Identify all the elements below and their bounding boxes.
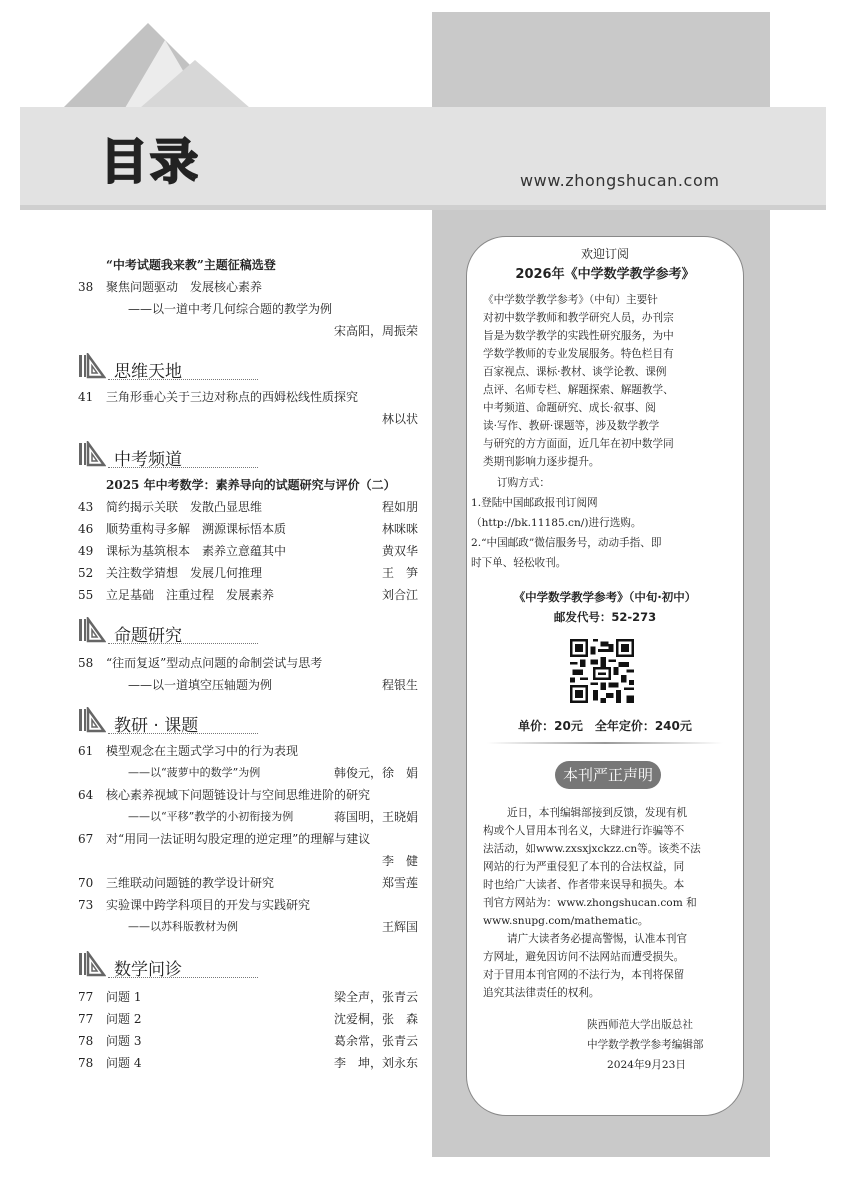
notice-line: www.snupg.com/mathematic。	[483, 915, 649, 927]
toc-entry[interactable]	[78, 743, 418, 759]
section-title: 思维天地	[114, 362, 182, 382]
set-square-icon	[78, 707, 106, 733]
order-line: 时下单、轻松收刊。	[471, 557, 567, 569]
entry-authors: 韩俊元，徐 娟	[333, 766, 418, 780]
page-number: 49	[78, 544, 94, 558]
entry-title: 顺势重构寻多解 溯源课标悟本质	[106, 522, 287, 536]
toc-entry[interactable]	[78, 1055, 418, 1071]
notice-line: 时也给广大读者、作者带来误导和损失。本	[483, 879, 685, 891]
order-heading: 订购方式：	[497, 477, 550, 489]
subscription-card	[466, 236, 744, 1116]
set-square-icon	[78, 353, 106, 379]
notice-line: 追究其法律责任的权利。	[483, 987, 600, 999]
entry-authors: 蒋国明，王晓娟	[333, 810, 418, 824]
section-title: 命题研究	[114, 626, 182, 646]
notice-line: 法活动，如www.zxsxjxckzz.cn等。该类不法	[483, 843, 701, 855]
entry-title: 三角形垂心关于三边对称点的西姆松线性质探究	[106, 390, 359, 404]
intro-line: 对初中数学教师和教学研究人员，办刊宗	[483, 312, 674, 324]
notice-line: 构或个人冒用本刊名义，大肆进行诈骗等不	[483, 825, 685, 837]
toc-entry[interactable]	[78, 897, 418, 913]
entry-title: “往而复返”型动点问题的命制尝试与思考	[106, 656, 323, 670]
entry-authors: 宋高阳，周振荣	[333, 324, 418, 338]
entry-title: 问题 3	[106, 1034, 142, 1048]
intro-line: 学数学教师的专业发展服务。特色栏目有	[483, 348, 674, 360]
intro-line: 《中学数学教学参考》（中旬）主要针	[483, 294, 658, 306]
card-divider	[487, 742, 723, 744]
toc-entry[interactable]	[78, 543, 418, 559]
section-header	[78, 705, 418, 735]
order-line: 2.“中国邮政”微信服务号，动动手指、即	[471, 537, 662, 549]
entry-title: 对“用同一法证明勾股定理的逆定理”的理解与建议	[106, 832, 371, 846]
website-url: www.zhongshucan.com	[520, 171, 720, 190]
section-divider	[108, 467, 258, 468]
section-subheading: 2025 年中考数学：素养导向的试题研究与评价（二）	[106, 478, 396, 492]
entry-title: 问题 1	[106, 990, 142, 1004]
page-number: 70	[78, 876, 94, 890]
page-number: 77	[78, 1012, 94, 1026]
section-header	[78, 949, 418, 979]
section-divider	[108, 977, 258, 978]
page-number: 67	[78, 832, 94, 846]
section-header	[78, 439, 418, 469]
toc-entry[interactable]	[78, 989, 418, 1005]
page-number: 78	[78, 1056, 94, 1070]
notice-date: 2024年9月23日	[607, 1059, 686, 1071]
order-line: 1.登陆中国邮政报刊订阅网	[471, 497, 598, 509]
intro-line: 与研究的方方面面，近几年在初中数学同	[483, 438, 674, 450]
entry-title: 模型观念在主题式学习中的行为表现	[106, 744, 299, 758]
entry-subtitle: ——以“平移”教学的小初衔接为例	[128, 810, 294, 823]
toc-entry[interactable]	[78, 565, 418, 581]
notice-line: 方网址，避免因访问不法网站而遭受损失。	[483, 951, 685, 963]
entry-title: 问题 2	[106, 1012, 142, 1026]
intro-line: 读·写作、教研·课题等，涉及数学教学	[483, 420, 660, 432]
notice-line: 刊官方网站为：www.zhongshucan.com 和	[483, 897, 697, 909]
page-title: 目录	[100, 134, 201, 190]
entry-subtitle: ——以一道中考几何综合题的教学为例	[128, 302, 333, 316]
journal-title: 2026年《中学数学教学参考》	[515, 267, 695, 282]
entry-title: 立足基础 注重过程 发展素养	[106, 588, 275, 602]
toc-entry[interactable]	[78, 787, 418, 803]
intro-line: 旨是为数学教学的实践性研究服务，为中	[483, 330, 674, 342]
section-divider	[108, 733, 258, 734]
order-line[interactable]: （http://bk.11185.cn/)进行选购。	[471, 517, 642, 529]
entry-title: 实验课中跨学科项目的开发与实践研究	[106, 898, 311, 912]
edition-label: 《中学数学教学参考》（中旬·初中）	[513, 590, 697, 604]
entry-title: 课标为基筑根本 素养立意蕴其中	[106, 544, 287, 558]
toc-entry[interactable]	[78, 831, 418, 847]
welcome-heading: 欢迎订阅	[580, 247, 629, 261]
notice-line: 请广大读者务必提高警惕，认准本刊官	[507, 933, 688, 945]
entry-authors: 程银生	[381, 678, 418, 692]
notice-line: 近日，本刊编辑部接到反馈，发现有机	[507, 807, 688, 819]
section-title: 中考频道	[114, 450, 182, 470]
toc-entry[interactable]	[78, 279, 418, 295]
entry-subtitle: ——以“菠萝中的数学”为例	[128, 766, 261, 779]
section-divider	[108, 379, 258, 380]
entry-authors: 程如朋	[381, 500, 418, 514]
section-header	[78, 351, 418, 381]
section-header	[78, 615, 418, 645]
qr-code-icon	[570, 639, 634, 703]
page-number: 61	[78, 744, 94, 758]
header-triangle-decoration-small	[140, 60, 250, 108]
page-number: 52	[78, 566, 94, 580]
entry-authors: 葛余常，张青云	[333, 1034, 418, 1048]
entry-authors: 李 坤，刘永东	[333, 1056, 418, 1070]
intro-line: 点评、名师专栏、解题探索、解题教学、	[483, 384, 674, 396]
notice-line: 网站的行为严重侵犯了本刊的合法权益，同	[483, 861, 685, 873]
page-number: 43	[78, 500, 94, 514]
entry-subtitle: ——以苏科版教材为例	[128, 920, 238, 933]
page-number: 64	[78, 788, 94, 802]
entry-authors: 李 健	[381, 854, 418, 868]
notice-badge: 本刊严正声明	[555, 761, 661, 789]
toc-entry[interactable]	[78, 1011, 418, 1027]
entry-title: 三维联动问题链的教学设计研究	[106, 876, 275, 890]
entry-title: 简约揭示关联 发散凸显思维	[106, 500, 263, 514]
toc-entry[interactable]	[78, 655, 418, 671]
entry-authors: 林以状	[381, 412, 418, 426]
section-title: 教研 · 课题	[114, 716, 199, 736]
set-square-icon	[78, 441, 106, 467]
intro-line: 百家视点、课标·教材、谈学论教、课例	[483, 366, 667, 378]
publisher: 陕西师范大学出版总社	[587, 1019, 693, 1031]
page-number: 77	[78, 990, 94, 1004]
entry-title: 聚焦问题驱动 发展核心素养	[106, 280, 263, 294]
entry-title: 问题 4	[106, 1056, 142, 1070]
entry-authors: 沈爱桐，张 森	[333, 1012, 418, 1026]
postal-code: 邮发代号：52-273	[553, 610, 657, 624]
entry-authors: 林咪咪	[381, 522, 418, 536]
price-info: 单价：20元 全年定价：240元	[518, 719, 692, 733]
set-square-icon	[78, 951, 106, 977]
page-number: 38	[78, 280, 94, 294]
entry-title: 关注数学猜想 发展几何推理	[106, 566, 263, 580]
section-title: 数学问诊	[114, 960, 182, 980]
toc-entry[interactable]	[78, 389, 418, 405]
page-number: 41	[78, 390, 94, 404]
entry-authors: 王 笋	[381, 566, 418, 580]
page-number: 78	[78, 1034, 94, 1048]
page-number: 73	[78, 898, 94, 912]
section-divider	[108, 643, 258, 644]
toc-entry[interactable]	[78, 1033, 418, 1049]
entry-title: 核心素养视域下问题链设计与空间思维进阶的研究	[106, 788, 371, 802]
toc-entry[interactable]	[78, 587, 418, 603]
page-number: 58	[78, 656, 94, 670]
entry-subtitle: ——以一道填空压轴题为例	[128, 678, 273, 692]
page-number: 55	[78, 588, 94, 602]
entry-authors: 刘合江	[381, 588, 418, 602]
editorial-dept: 中学数学教学参考编辑部	[587, 1039, 704, 1051]
entry-authors: 王辉国	[381, 920, 418, 934]
entry-authors: 黄双华	[381, 544, 418, 558]
toc-entry[interactable]	[78, 499, 418, 515]
header-band-edge	[20, 205, 826, 210]
notice-line: 对于冒用本刊官网的不法行为，本刊将保留	[483, 969, 685, 981]
entry-authors: 郑雪莲	[381, 876, 418, 890]
toc-entry[interactable]	[78, 521, 418, 537]
intro-line: 中考频道、命题研究、成长·叙事、阅	[483, 402, 656, 414]
toc-entry[interactable]	[78, 875, 418, 891]
page-number: 46	[78, 522, 94, 536]
entry-authors: 梁全声，张青云	[333, 990, 418, 1004]
intro-line: 类期刊影响力逐步提升。	[483, 456, 600, 468]
set-square-icon	[78, 617, 106, 643]
intro-heading: “中考试题我来教”主题征稿选登	[106, 258, 276, 272]
